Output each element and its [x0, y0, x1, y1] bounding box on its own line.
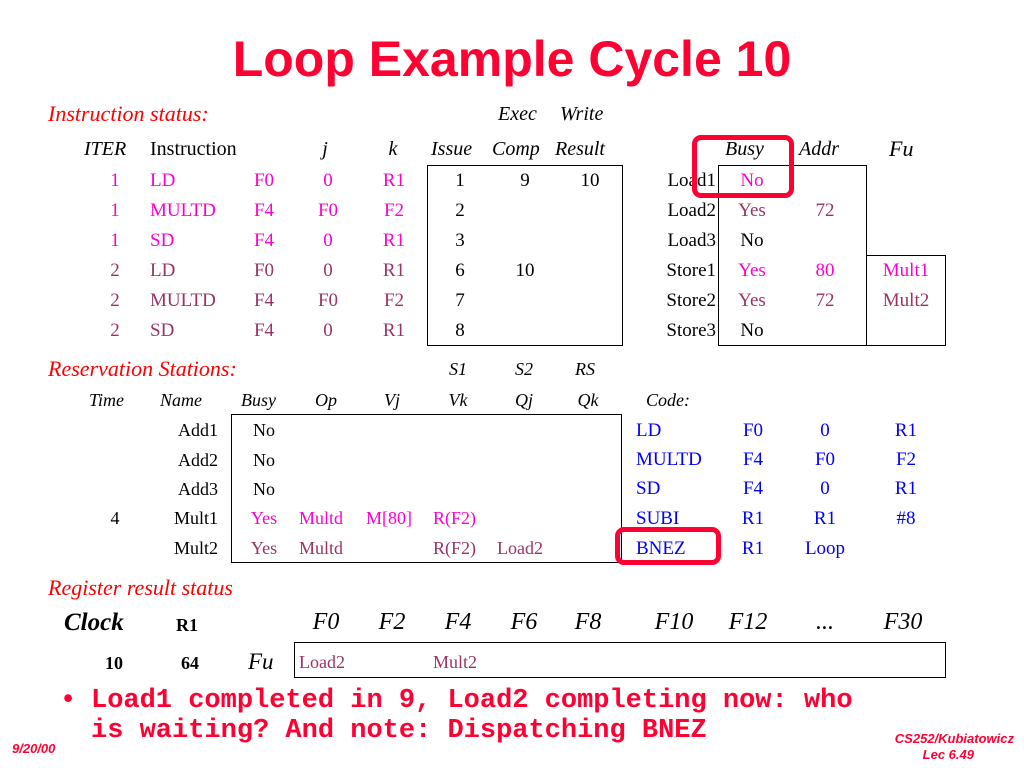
j-header: j: [322, 138, 328, 160]
r1-value: 64: [181, 653, 199, 673]
iter-header: ITER: [84, 138, 127, 160]
instruction-status-box: [427, 165, 623, 346]
slide-title: Loop Example Cycle 10: [232, 31, 792, 87]
s2-header: S2: [515, 359, 533, 379]
footer-date: 9/20/00: [12, 741, 56, 756]
write-header: Write: [560, 103, 604, 125]
bnez-highlight: [615, 527, 721, 565]
instruction-status-label: Instruction status:: [48, 101, 209, 126]
footer-lecture: Lec 6.49: [922, 747, 974, 762]
addr-header: Addr: [799, 138, 839, 160]
exec-header: Exec: [498, 103, 537, 125]
qk-header: Qk: [577, 390, 599, 410]
name-header: Name: [160, 390, 202, 410]
issue-header: Issue: [431, 138, 473, 160]
instruction-header: Instruction: [150, 138, 237, 160]
clock-value: 10: [105, 653, 123, 673]
footer-course: CS252/Kubiatowicz: [894, 731, 1014, 746]
bullet-line-1: Load1 completed in 9, Load2 completing now: who: [91, 686, 853, 716]
fu-header: Fu: [889, 136, 914, 161]
register-result-label: Register result status: [48, 575, 233, 600]
r1-label: R1: [176, 615, 198, 635]
reservation-stations-box: [231, 414, 622, 563]
rs-header: RS: [575, 359, 595, 379]
busy-header: Busy: [725, 138, 764, 160]
code-header: Code:: [646, 390, 690, 410]
clock-label: Clock: [64, 609, 124, 636]
result-header: Result: [555, 138, 605, 160]
bullet-line-2: is waiting? And note: Dispatching BNEZ: [91, 716, 707, 746]
s1-header: S1: [449, 359, 467, 379]
bullet-icon: •: [60, 686, 77, 716]
comp-header: Comp: [492, 138, 540, 160]
vk-header: Vk: [448, 390, 468, 410]
op-header: Op: [315, 390, 337, 410]
register-fu-box: [294, 642, 946, 678]
busy-highlight: [692, 135, 794, 198]
fu-row-label: Fu: [248, 649, 274, 674]
time-header: Time: [89, 390, 125, 410]
reservation-stations-label: Reservation Stations:: [48, 356, 237, 381]
busy-rs-header: Busy: [241, 390, 276, 410]
vj-header: Vj: [384, 390, 400, 410]
k-header: k: [388, 138, 398, 160]
qj-header: Qj: [515, 390, 533, 410]
